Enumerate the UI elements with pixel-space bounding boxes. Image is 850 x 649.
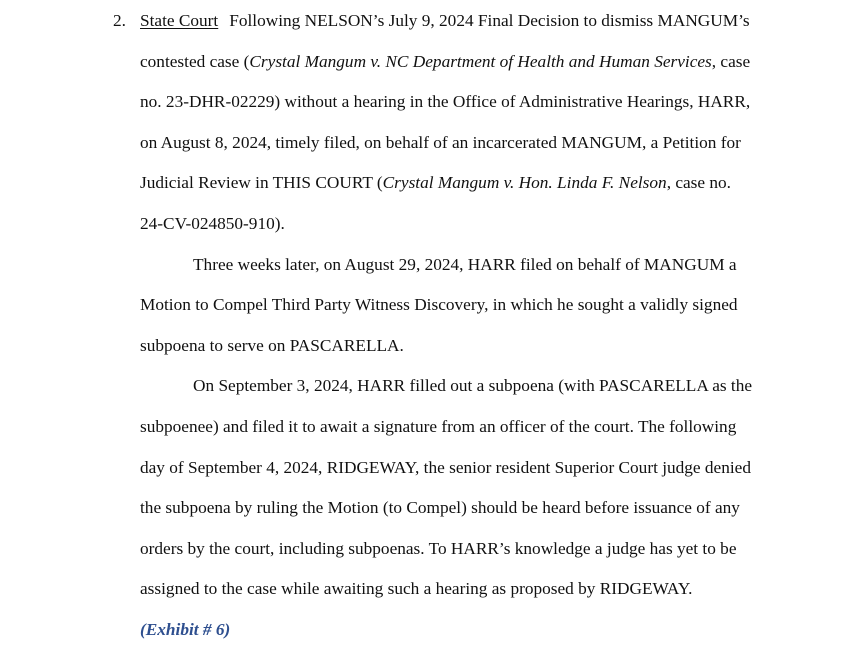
text-line-5: Judicial Review in THIS COURT (Crystal Mangum v. Hon. Linda F. Nelson, case no.	[140, 173, 731, 192]
text-line-4: on August 8, 2024, timely filed, on behalf of an incarcerated MANGUM, a Petition for	[140, 133, 741, 152]
exhibit-reference: (Exhibit # 6)	[140, 620, 231, 639]
text-line-11: subpoenee) and filed it to await a signature from an officer of the court. The following	[140, 417, 737, 436]
case-citation: Crystal Mangum v. Hon. Linda F. Nelson	[382, 173, 667, 192]
text-line-2: contested case (Crystal Mangum v. NC Department of Health and Human Services, case	[140, 52, 751, 71]
item-number: 2.	[113, 11, 126, 30]
text-line-10: On September 3, 2024, HARR filled out a subpoena (with PASCARELLA as the	[193, 376, 753, 395]
text-line-15: assigned to the case while awaiting such a hearing as proposed by RIDGEWAY.	[140, 579, 693, 598]
text-line-12: day of September 4, 2024, RIDGEWAY, the senior resident Superior Court judge denied	[140, 458, 751, 477]
text-line-13: the subpoena by ruling the Motion (to Compel) should be heard before issuance of any	[140, 498, 740, 517]
section-heading: State Court	[140, 11, 219, 30]
text-line-8: Motion to Compel Third Party Witness Discovery, in which he sought a validly signed	[140, 295, 738, 314]
text-line-6: 24-CV-024850-910).	[140, 214, 285, 233]
text-line-9: subpoena to serve on PASCARELLA.	[140, 336, 404, 355]
text-line-7: Three weeks later, on August 29, 2024, HARR filed on behalf of MANGUM a	[193, 255, 737, 274]
text-line-14: orders by the court, including subpoenas. To HARR’s knowledge a judge has yet to be	[140, 539, 737, 558]
text-line-3: no. 23-DHR-02229) without a hearing in the Office of Administrative Hearings, HARR,	[140, 92, 751, 111]
text-line-1: State Court Following NELSON’s July 9, 2024 Final Decision to dismiss MANGUM’s	[140, 11, 750, 30]
case-citation: Crystal Mangum v. NC Department of Health and Human Services	[249, 52, 712, 71]
